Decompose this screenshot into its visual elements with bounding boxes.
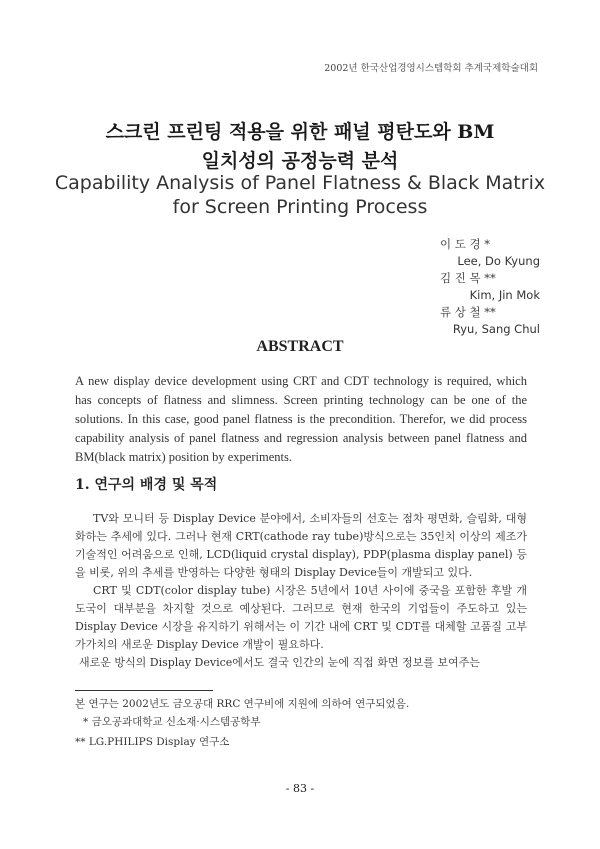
footnote-divider — [75, 690, 213, 691]
author-list — [430, 236, 540, 338]
conference-header: 2002년 한국산업경영시스템학회 추계국제학술대회 — [324, 63, 538, 74]
title-english-line2: for Screen Printing Process — [172, 196, 428, 218]
section-body — [75, 510, 527, 672]
footnote-affiliation-1: * 금오공과대학교 신소재·시스템공학부 — [83, 716, 261, 728]
title-english-line1: Capability Analysis of Panel Flatness & Black Matrix — [54, 172, 546, 194]
paragraph: 새로운 방식의 Display Device에서도 결국 인간의 눈에 직접 화면 정보를 보여주는 — [79, 656, 480, 669]
page-number: - 83 - — [285, 782, 315, 795]
abstract-text: A new display device development using CRT and CDT technology is required, which has concepts of flatness and slimness. Screen printing technology can be one of the solutions. In this case, good panel flatness is the precondition. Therefor, we did process capability analysis of panel flatness and regression analysis between panel flatness and BM(black matrix) position by experiments. — [75, 374, 527, 464]
author-1-ko: 이 도 경 * — [440, 237, 491, 251]
section-heading: 1. 연구의 배경 및 목적 — [75, 477, 218, 493]
abstract-heading: ABSTRACT — [256, 338, 344, 355]
author-3-en: Ryu, Sang Chul — [452, 322, 540, 336]
footnote-affiliation-2: ** LG.PHILIPS Display 연구소 — [75, 736, 230, 748]
title-korean-line1: 스크린 프린팅 적용을 위한 패널 평탄도와 BM — [105, 121, 495, 143]
author-3-ko: 류 상 철 ** — [440, 305, 496, 319]
author-1-en: Lee, Do Kyung — [457, 254, 540, 268]
paragraph: TV와 모니터 등 Display Device 분야에서, 소비자들의 선호는 점차 평면화, 슬림화, 대형화하는 추세에 있다. 그러나 현재 CRT(cathode ray tube)방식으로는 35인치 이상의 제조가 기술적인 어려움으로 인해, LCD(liquid crystal display), PDP(plasma display panel) 등을 비롯, 위의 추세를 반영하는 다양한 형태의 Display Device들이 개발되고 있다. — [75, 512, 527, 579]
author-2-en: Kim, Jin Mok — [469, 288, 540, 302]
title-korean-line2: 일치성의 공정능력 분석 — [201, 150, 399, 172]
paragraph: CRT 및 CDT(color display tube) 시장은 5년에서 10년 사이에 중국을 포함한 후발 개도국이 대부분을 차지할 것으로 예상된다. 그러므로 현재 한국의 기업들이 주도하고 있는 Display Device 시장을 유지하기 위해서는 이 기간 내에 CRT 및 CDT를 대체할 고품질 고부가가치의 새로운 Display Device 개발이 필요하다. — [75, 584, 527, 651]
author-2-ko: 김 진 목 ** — [440, 271, 496, 285]
footnote-funding: 본 연구는 2002년도 금오공대 RRC 연구비에 지원에 의하여 연구되었음. — [75, 698, 410, 710]
